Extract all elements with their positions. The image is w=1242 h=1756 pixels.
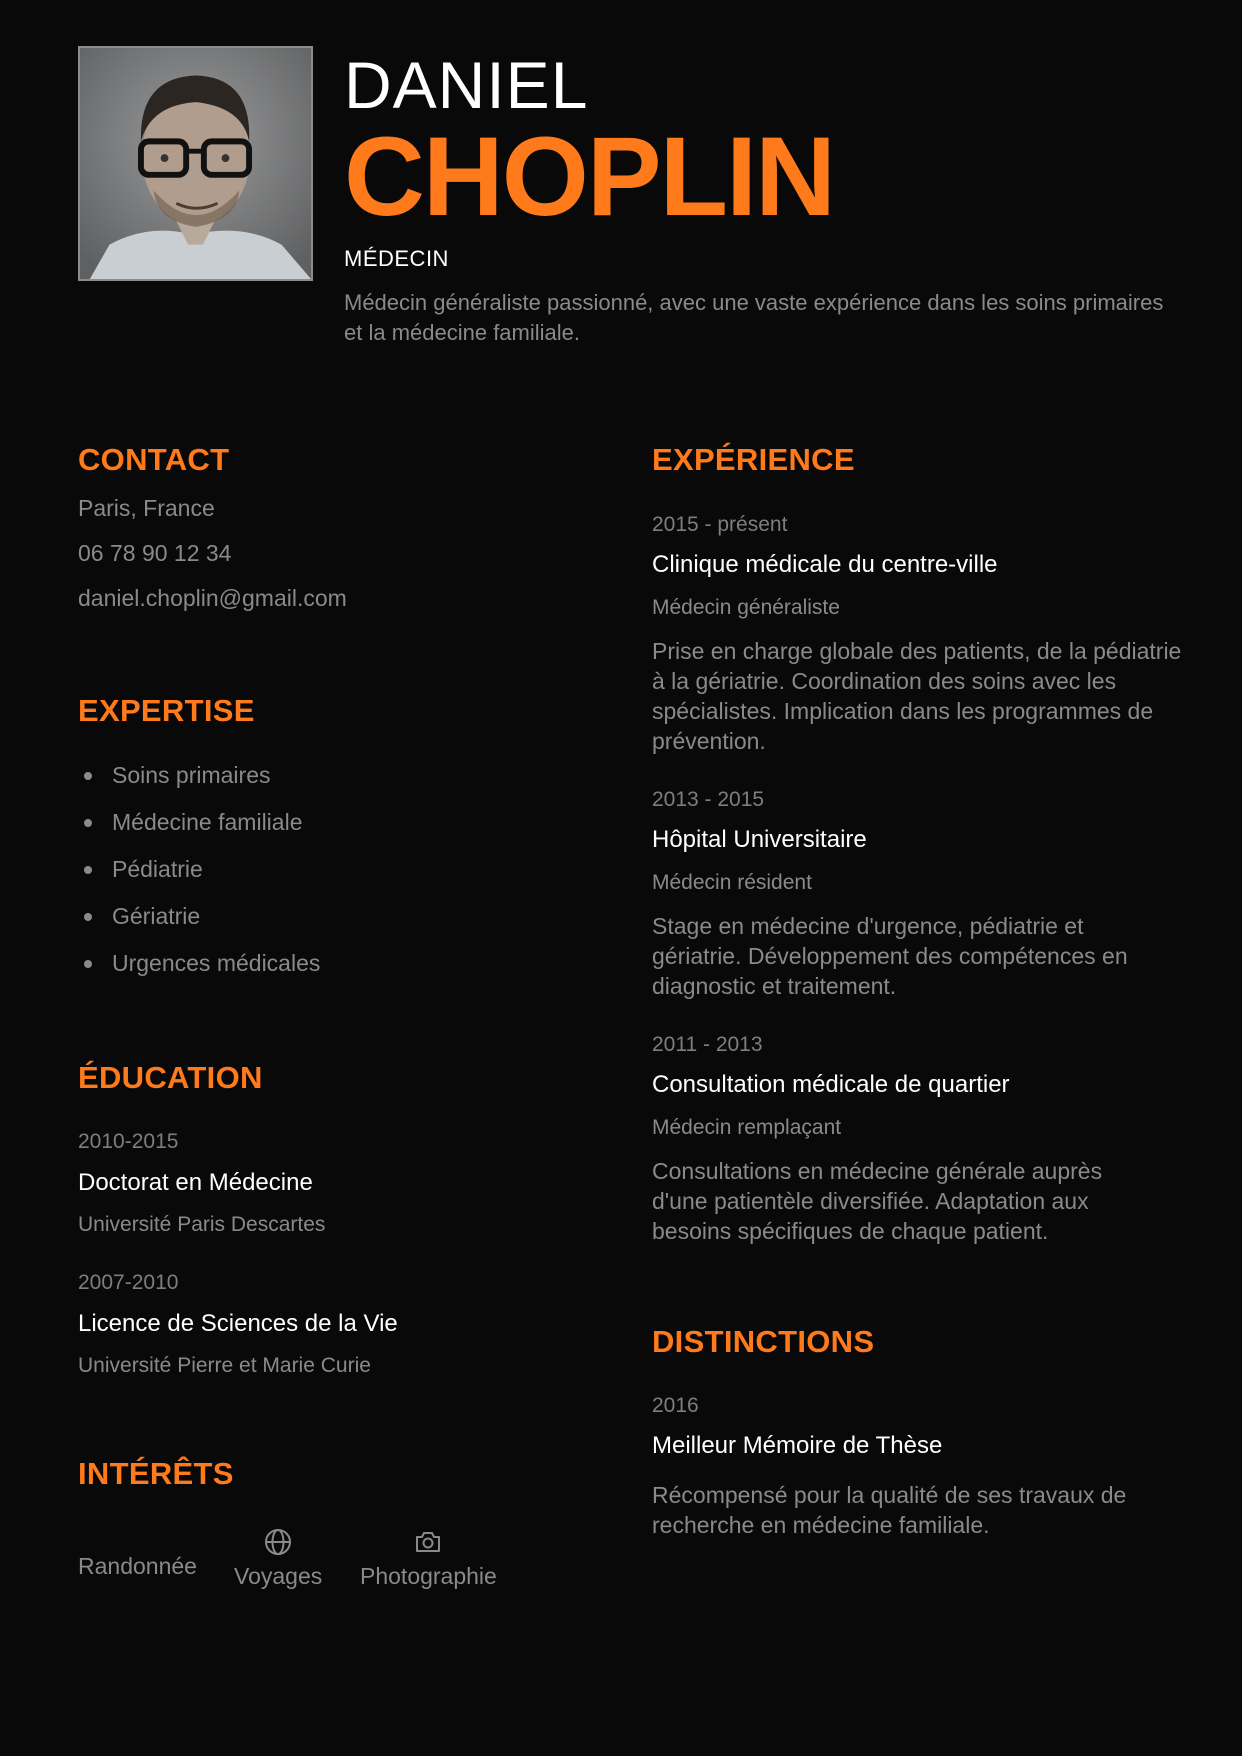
- list-item: [82, 940, 320, 987]
- expertise-list: [82, 752, 320, 987]
- camera-icon: [413, 1527, 443, 1557]
- education-dates: 2007-2010: [78, 1271, 179, 1294]
- list-item: [82, 799, 320, 846]
- distinction-description: Récompensé pour la qualité de ses travaux de recherche en médecine familiale.: [652, 1482, 1127, 1538]
- education-school: Université Paris Descartes: [78, 1213, 326, 1236]
- job-title: MÉDECIN: [344, 246, 449, 271]
- globe-icon: [263, 1527, 293, 1557]
- profile-summary: Médecin généraliste passionné, avec une vaste expérience dans les soins primaires et la médecine familiale.: [344, 290, 1164, 345]
- expertise-item: Urgences médicales: [112, 950, 321, 976]
- experience-role: Médecin généraliste: [652, 596, 840, 619]
- profile-photo: [78, 46, 313, 281]
- experience-dates: 2011 - 2013: [652, 1033, 763, 1056]
- distinction-year: 2016: [652, 1394, 699, 1417]
- contact-email[interactable]: daniel.choplin@gmail.com: [78, 585, 347, 611]
- contact-phone[interactable]: 06 78 90 12 34: [78, 540, 232, 566]
- education-school: Université Pierre et Marie Curie: [78, 1354, 371, 1377]
- experience-description: Consultations en médecine générale auprès d'une patientèle diversifiée. Adaptation aux besoins spécifiques de chaque patient.: [652, 1158, 1103, 1244]
- experience-employer: Consultation médicale de quartier: [652, 1071, 1010, 1098]
- experience-heading: EXPÉRIENCE: [652, 442, 855, 477]
- interest-label: Randonnée: [78, 1553, 197, 1579]
- expertise-item: Médecine familiale: [112, 809, 303, 835]
- interest-label: Photographie: [360, 1563, 497, 1589]
- expertise-heading: EXPERTISE: [78, 693, 255, 728]
- interest-photography: [360, 1527, 497, 1590]
- bullet-icon: [84, 913, 92, 921]
- contact-heading: CONTACT: [78, 442, 230, 477]
- experience-employer: Clinique médicale du centre-ville: [652, 551, 998, 578]
- experience-dates: 2015 - présent: [652, 513, 788, 536]
- experience-description: Stage en médecine d'urgence, pédiatrie et gériatrie. Développement des compétences en diagnostic et traitement.: [652, 913, 1128, 999]
- experience-role: Médecin remplaçant: [652, 1116, 842, 1139]
- contact-location: Paris, France: [78, 495, 215, 521]
- education-heading: ÉDUCATION: [78, 1060, 263, 1095]
- interests-heading: INTÉRÊTS: [78, 1456, 234, 1491]
- list-item: [82, 846, 320, 893]
- distinction-award: Meilleur Mémoire de Thèse: [652, 1432, 943, 1459]
- bullet-icon: [84, 819, 92, 827]
- first-name: DANIEL: [344, 48, 589, 122]
- distinctions-heading: DISTINCTIONS: [652, 1324, 875, 1359]
- expertise-item: Soins primaires: [112, 762, 271, 788]
- experience-dates: 2013 - 2015: [652, 788, 765, 811]
- bullet-icon: [84, 772, 92, 780]
- interest-label: Voyages: [234, 1563, 323, 1589]
- portrait-image: [80, 48, 311, 279]
- bullet-icon: [84, 960, 92, 968]
- expertise-item: Gériatrie: [112, 903, 201, 929]
- experience-employer: Hôpital Universitaire: [652, 826, 867, 853]
- education-degree: Licence de Sciences de la Vie: [78, 1310, 398, 1337]
- experience-role: Médecin résident: [652, 871, 812, 894]
- education-degree: Doctorat en Médecine: [78, 1169, 313, 1196]
- interest-hiking: [78, 1553, 197, 1580]
- list-item: [82, 752, 320, 799]
- list-item: [82, 893, 320, 940]
- interest-travel: [234, 1527, 322, 1590]
- last-name: CHOPLIN: [344, 114, 834, 239]
- education-dates: 2010-2015: [78, 1130, 179, 1153]
- bullet-icon: [84, 866, 92, 874]
- expertise-item: Pédiatrie: [112, 856, 203, 882]
- experience-description: Prise en charge globale des patients, de la pédiatrie à la gériatrie. Coordination des soins avec les spécialistes. Implication dans les programmes de prévention.: [652, 638, 1182, 754]
